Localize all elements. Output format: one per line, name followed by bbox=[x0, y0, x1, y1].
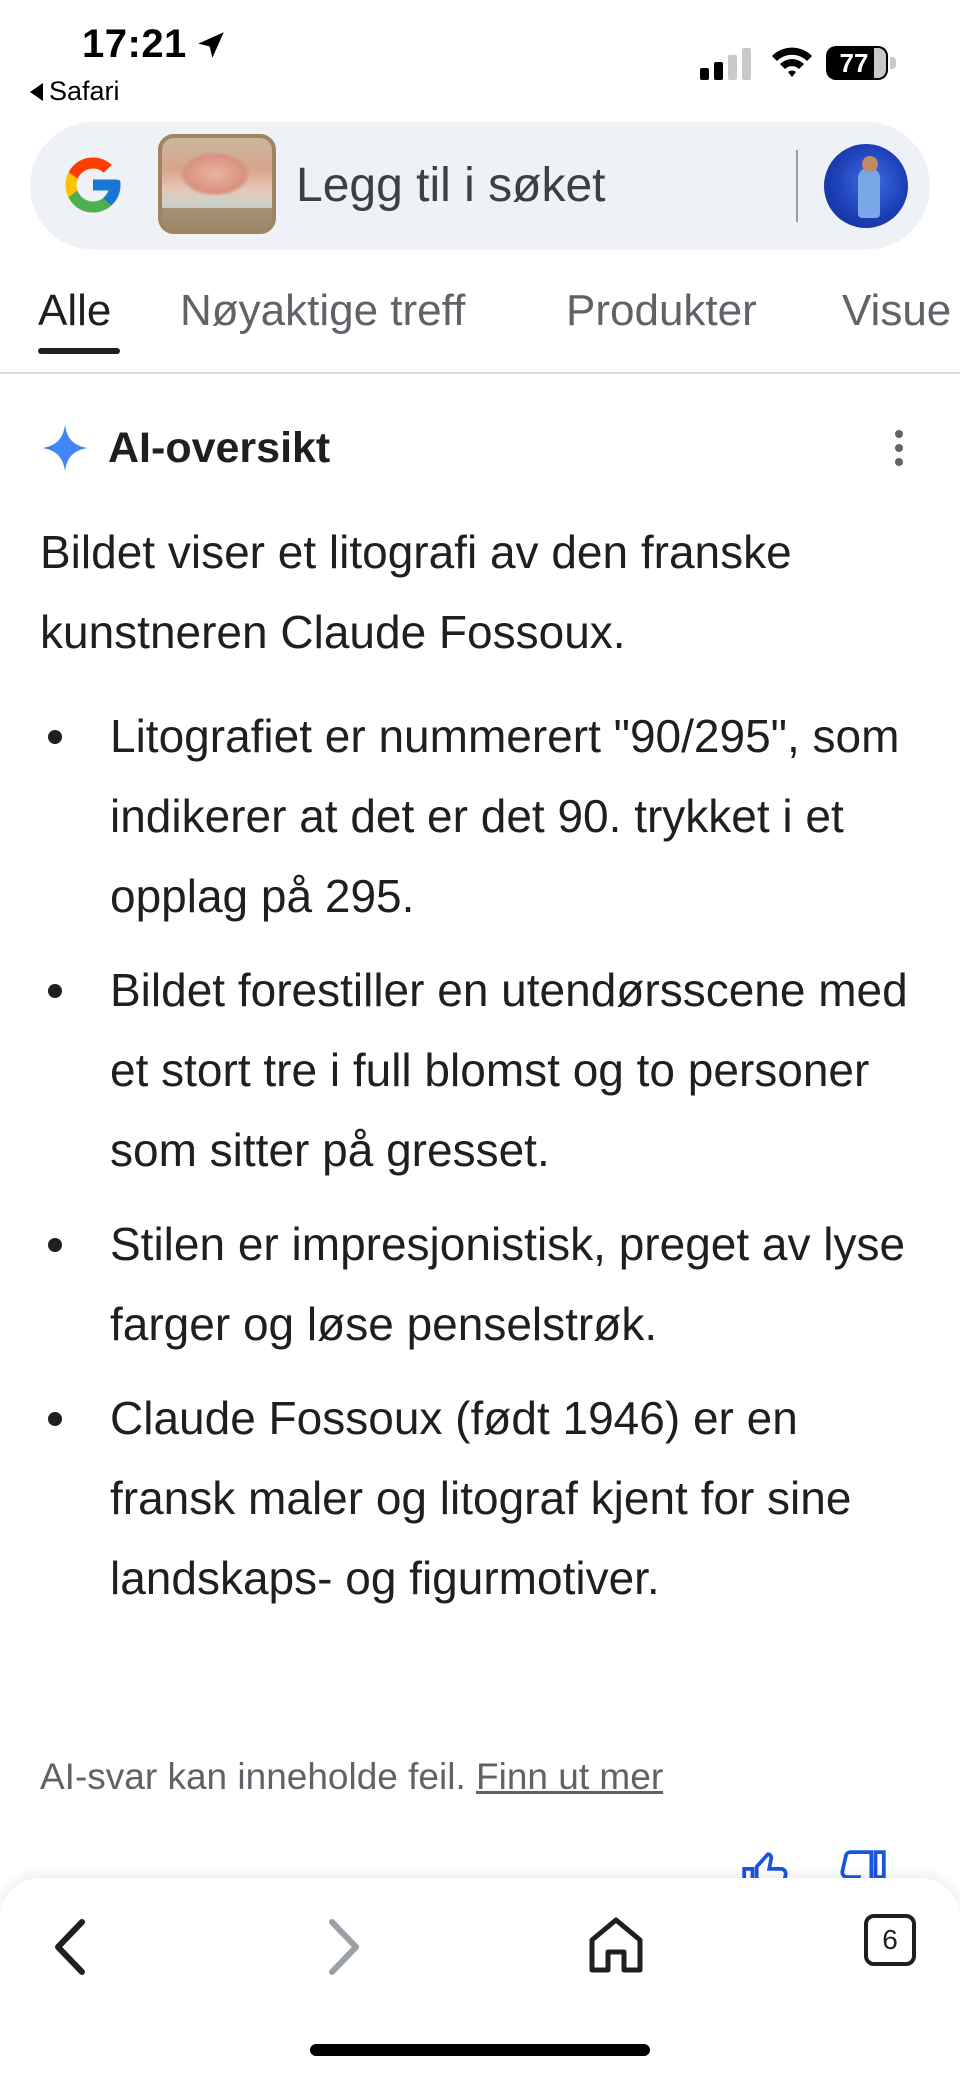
bullet-dot bbox=[48, 984, 62, 998]
location-arrow-icon bbox=[194, 28, 228, 62]
battery-icon bbox=[826, 46, 896, 80]
forward-arrow-icon[interactable] bbox=[318, 1914, 368, 1980]
bullet-dot bbox=[48, 730, 62, 744]
active-tab-indicator bbox=[38, 348, 120, 354]
ai-overview-intro: Bildet viser et litografi av den franske kunstneren Claude Fossoux. bbox=[40, 526, 792, 658]
ai-overview-header bbox=[40, 418, 330, 478]
bullet-dot bbox=[48, 1238, 62, 1252]
back-to-app-link[interactable] bbox=[30, 76, 120, 107]
ai-overview-bullets bbox=[40, 696, 930, 1632]
tabs-count-button[interactable]: 6 bbox=[864, 1914, 916, 1966]
thumbs-down-icon[interactable] bbox=[838, 1848, 888, 1880]
tab-visuelle[interactable]: Visue bbox=[842, 286, 952, 335]
bullet-text: Claude Fossoux (født 1946) er en fransk maler og litograf kjent for sine landskaps- og figurmotiver. bbox=[110, 1392, 852, 1604]
thumbs-up-icon[interactable] bbox=[740, 1848, 790, 1880]
more-options-icon[interactable] bbox=[884, 424, 914, 472]
feedback-buttons bbox=[730, 1840, 900, 1880]
bullet-text: Litografiet er nummerert "90/295", som indikerer at det er det 90. trykket i et opplag på 295. bbox=[110, 710, 900, 922]
search-bar[interactable] bbox=[30, 122, 930, 250]
cellular-signal-icon bbox=[700, 48, 752, 80]
tab-produkter[interactable]: Produkter bbox=[566, 286, 757, 335]
google-g-icon bbox=[60, 152, 126, 218]
tab-noyaktige-treff[interactable]: Nøyaktige treff bbox=[180, 286, 466, 335]
back-triangle-icon bbox=[30, 83, 43, 101]
home-icon[interactable] bbox=[586, 1914, 646, 1976]
list-item bbox=[40, 950, 930, 1190]
list-item bbox=[40, 1378, 930, 1618]
status-time: 17:21 bbox=[82, 22, 187, 66]
search-divider bbox=[796, 150, 798, 222]
bullet-text: Stilen er impresjonistisk, preget av lyse farger og løse penselstrøk. bbox=[110, 1218, 906, 1350]
list-item bbox=[40, 696, 930, 936]
list-item bbox=[40, 1204, 930, 1364]
ai-overview-title: AI-oversikt bbox=[108, 423, 331, 472]
wifi-icon bbox=[770, 44, 814, 80]
learn-more-link[interactable]: Finn ut mer bbox=[476, 1756, 664, 1797]
search-input[interactable]: Legg til i søket bbox=[296, 159, 606, 212]
back-arrow-icon[interactable] bbox=[46, 1914, 96, 1980]
ai-disclaimer bbox=[40, 1756, 663, 1798]
account-avatar[interactable] bbox=[824, 144, 908, 228]
search-tabs bbox=[0, 282, 960, 374]
bullet-dot bbox=[48, 1412, 62, 1426]
query-image-thumbnail[interactable] bbox=[158, 134, 276, 234]
home-indicator bbox=[310, 2044, 650, 2056]
disclaimer-text: AI-svar kan inneholde feil. bbox=[40, 1756, 466, 1797]
status-bar bbox=[0, 0, 960, 118]
back-app-label: Safari bbox=[49, 76, 120, 106]
tab-alle[interactable]: Alle bbox=[38, 286, 112, 335]
bullet-text: Bildet forestiller en utendørsscene med et stort tre i full blomst og to personer som sitter på gresset. bbox=[110, 964, 908, 1176]
battery-level: 77 bbox=[839, 48, 869, 78]
gemini-sparkle-icon bbox=[40, 423, 90, 473]
